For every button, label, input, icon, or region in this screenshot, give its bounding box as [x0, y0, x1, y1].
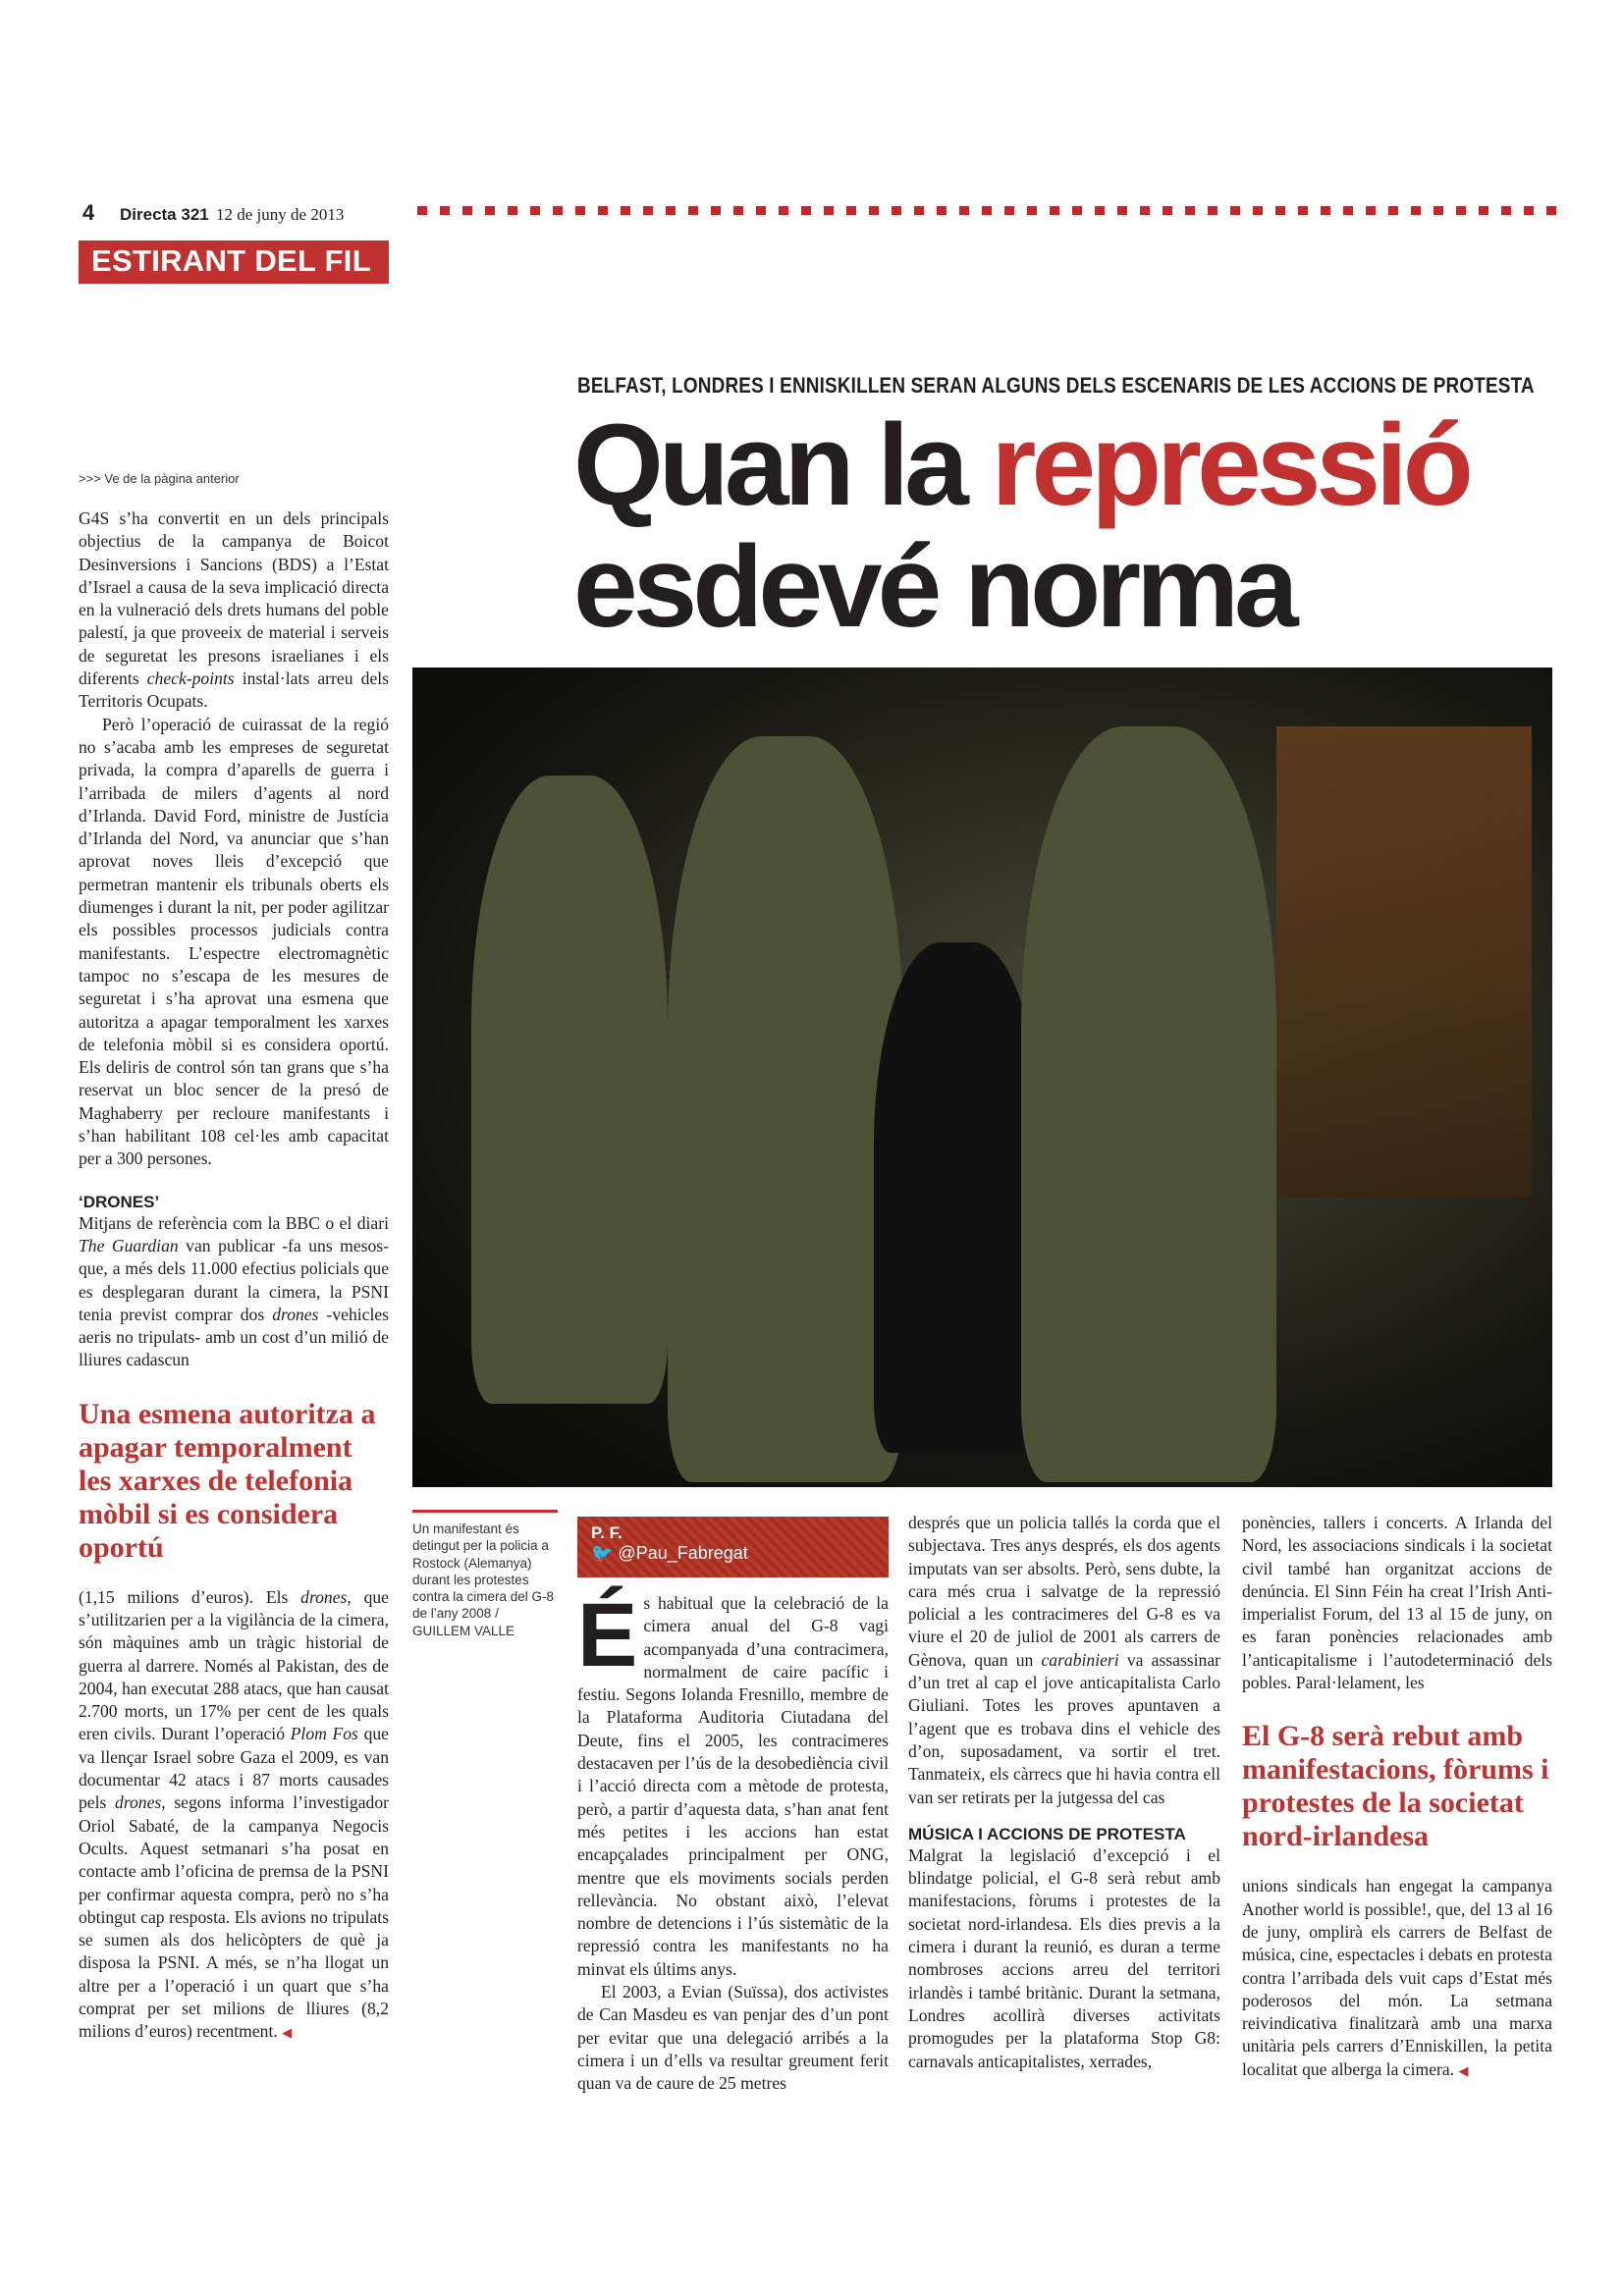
- publication-name: Directa 321: [120, 205, 209, 224]
- continued-from-label: >>> Ve de la pàgina anterior: [79, 471, 240, 486]
- end-mark-icon: ◀: [1458, 2062, 1469, 2078]
- issue-date: 12 de juny de 2013: [216, 205, 345, 224]
- paragraph: Mitjans de referència com la BBC o el diari The Guardian van publicar -fa uns mesos- que, a més dels 11.000 efectius policials que es desplegaran durant la cimera, la PSNI tenia previst comprar dos drones -vehicles aeris no tripulats- amb un cost d’un milió de lliures cadascun: [79, 1212, 390, 1370]
- section-label: ESTIRANT DEL FIL: [79, 240, 389, 284]
- article-title: [573, 400, 1469, 652]
- photo-building: [1276, 726, 1532, 1198]
- author-byline: [577, 1517, 889, 1577]
- twitter-bird-icon: 🐦: [591, 1543, 614, 1563]
- paragraph: després que un policia tallés la corda que el subjectava. Tres anys després, els dos agents imputats van ser absolts. Però, sens dubte, la cara més crua i salvatge de la repressió policial a les contracimeres del G-8 es va viure el 20 de juliol de 2001 als carrers de Gènova, quan un carabinieri va assassinar d’un tret al cap el jove anticapitalista Carlo Giuliani. Totes les proves apuntaven a l’agent que es trobava dins el vehicle des d’on, suposadament, va sortir el tret. Tanmateix, els càrrecs que hi havia contra ell van ser retirats per la jutgessa del cas: [908, 1513, 1220, 1807]
- dashed-rule: [417, 206, 1556, 215]
- twitter-link[interactable]: 🐦 @Pau_Fabregat: [591, 1543, 748, 1563]
- left-column: [79, 471, 389, 2045]
- paragraph: És habitual que la celebració de la cimera anual del G-8 vagi acompanyada d’una contracimera, normalment de caire pacífic i festiu. Segons Iolanda Fresnillo, membre de la Plataforma Auditoria Ciutadana del Deute, fins el 2005, les contracimeres destacaven per l’ús de la desobediència civil i l’acció directa com a mètode de protesta, però, a partir d’aquesta data, s’han anat fent més petites i les accions han estat encapçalades principalment per ONG, mentre que els moviments socials perden rellevància. No obstant això, l’elevat nombre de detencions i l’ús sistemàtic de la repressió contra les manifestants no ha minvat els últims anys.: [577, 1585, 889, 1979]
- author-initials: P. F.: [591, 1523, 622, 1542]
- subhead-music: MÚSICA I ACCIONS DE PROTESTA: [908, 1824, 1186, 1843]
- title-part2: esdevé norma: [573, 522, 1294, 652]
- photo-officer-right: [1021, 726, 1276, 1482]
- paragraph: (1,15 milions d’euros). Els drones, que s’utilitzarien per a la vigilància de la cimera, són màquines amb un tràgic historial de guerra al darrere. Només al Pakistan, des de 2004, han executat 288 atacs, que han causat 2.700 morts, un 17% per cent de les quals eren civils. Durant l’operació Plom Fos que va llençar Israel sobre Gaza el 2009, es van documentar 42 atacs i 87 morts causades pels drones, segons informa l’investigador Oriol Sabaté, de la campanya Negocis Ocults. Aquest setmanari s’ha posat en contacte amb l’oficina de premsa de la PSNI per confirmar aquesta compra, però no s’ha obtingut cap resposta. Els avions no tripulats se sumen als dos helicòpters de què ja disposa la PSNI. A més, se n’ha llogat un altre per a l’operació i un quart que s’ha comprat per set milions de lliures (8,2 milions d’euros) recentment. ◀: [79, 1586, 389, 2042]
- subhead-drones: ‘DRONES’: [79, 1192, 160, 1211]
- column-4: [1242, 1512, 1552, 2082]
- title-highlight: repressió: [991, 400, 1469, 530]
- paragraph: G4S s’ha convertit en un dels principals objectius de la campanya de Boicot Desinversions i Sancions (BDS) a l’Estat d’Israel a causa de la seva implicació directa en la vulneració dels drets humans del poble palestí, ja que proveeix de material i serveis de seguretat les presons israelianes i els diferents check-points instal·lats arreu dels Territoris Ocupats.: [79, 508, 389, 712]
- column-3: [908, 1512, 1220, 2073]
- paragraph: unions sindicals han engegat la campanya Another world is possible!, que, del 13 al 16 de juny, omplirà els carrers de Belfast de música, cine, espectacles i debats en protesta contra l’arribada dels vuit caps d’Estat més poderosos del món. La setmana reivindicativa finalitzarà amb una marxa unitària pels carrers d’Enniskillen, la petita localitat que alberga la cimera. ◀: [1242, 1876, 1552, 2079]
- photo-caption: Un manifestant és detingut per la policia a Rostock (Alemanya) durant les protestes contra la cimera del G-8 de l’any 2008 / GUILLEM VALLE: [412, 1510, 558, 1639]
- paragraph: Malgrat la legislació d’excepció i el blindatge policial, el G-8 serà rebut amb manifestacions, fòrums i protestes de la societat nord-irlandesa. Els dies previs a la cimera i durant la reunió, es duran a terme nombroses accions arreu del territori irlandès i també britànic. Durant la setmana, Londres acollirà diverses activitats promogudes per la plataforma Stop G8: carnavals anticapitalistes, xerrades,: [908, 1844, 1220, 2071]
- article-photo: [412, 667, 1552, 1487]
- title-part1: Quan la: [573, 400, 992, 530]
- photo-officer-left: [471, 775, 668, 1404]
- article-kicker: BELFAST, LONDRES I ENNISKILLEN SERAN ALGUNS DELS ESCENARIS DE LES ACCIONS DE PROTESTA: [577, 373, 1535, 398]
- page-number: 4: [82, 200, 95, 225]
- paragraph: Però l’operació de cuirassat de la regió no s’acaba amb les empreses de seguretat privada, la compra d’aparells de guerra i l’arribada de milers d’agents al nord d’Irlanda. David Ford, ministre de Justícia d’Irlanda del Nord, va anunciar que s’han aprovat noves lleis d’excepció que permetran mantenir els tribunals oberts els diumenges i durant la nit, per poder agilitzar els possibles processos judicials contra manifestants. L’espectre electromagnètic tampoc no s’escapa de les mesures de seguretat i s’ha aprovat una esmena que autoritza a apagar temporalment les xarxes de telefonia mòbil si es considera oportú. Els deliris de control són tan grans que s’ha reservat un bloc sencer de la presó de Maghaberry per recloure manifestants i s’han habilitant 108 cel·les amb capacitat per a 300 persones.: [79, 714, 389, 1169]
- end-mark-icon: ◀: [282, 2025, 293, 2041]
- paragraph: ponències, tallers i concerts. A Irlanda del Nord, les associacions sindicals i la societat civil també han organitzat accions de denúncia. El Sinn Féin ha creat l’Irish Anti-imperialist Forum, del 13 al 15 de juny, on es faran ponències relacionades amb l’anticapitalisme i l’autodeterminació dels pobles. Paral·lelament, les: [1242, 1513, 1552, 1693]
- column-2: [577, 1585, 889, 2096]
- photo-officer-center: [668, 736, 903, 1482]
- paragraph: El 2003, a Evian (Suïssa), dos activistes de Can Masdeu es van penjar des d’un pont per evitar que una delegació arribés a la cimera i un d’ells va resultar greument ferit quan va de caure de 25 metres: [577, 1982, 889, 2094]
- drop-cap: É: [577, 1585, 638, 1685]
- pull-quote-right: El G-8 serà rebut amb manifestacions, fòrums i protestes de la societat nord-irlandesa: [1242, 1720, 1549, 1853]
- pull-quote-left: Una esmena autoritza a apagar temporalment les xarxes de telefonia mòbil si es considera oportú: [79, 1397, 376, 1564]
- photo-detainee: [874, 942, 1041, 1453]
